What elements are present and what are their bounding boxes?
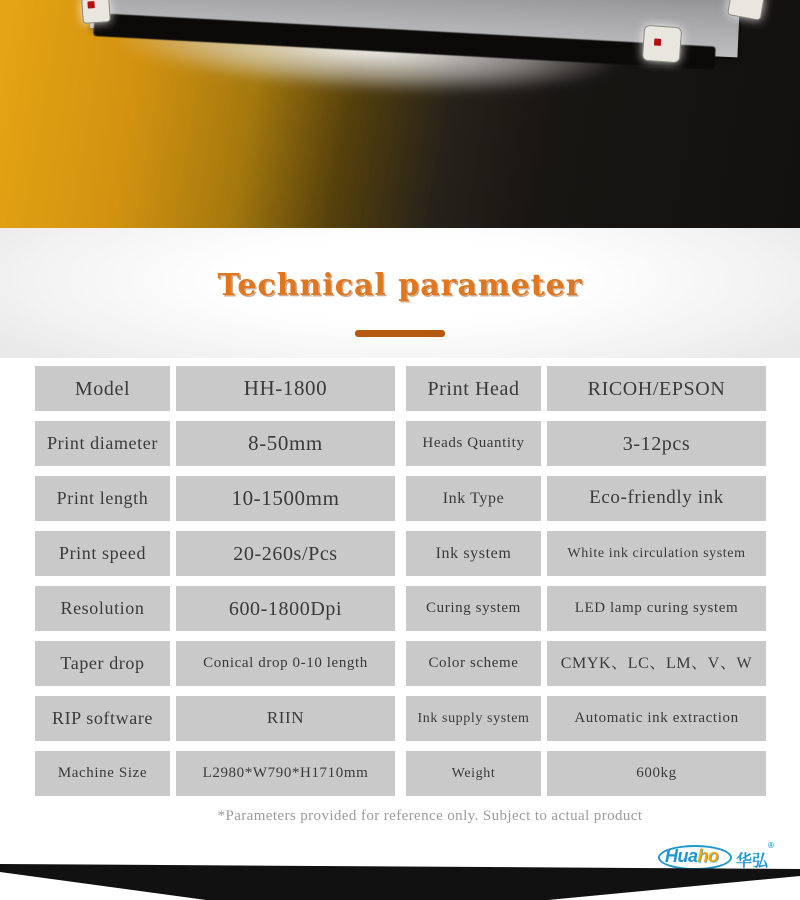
spec-table-left bbox=[35, 366, 395, 796]
logo-text-hua: Hua bbox=[665, 846, 698, 866]
spec-value: RIIN bbox=[176, 696, 395, 741]
spec-value: 600kg bbox=[547, 751, 766, 796]
spec-value: L2980*W790*H1710mm bbox=[176, 751, 395, 796]
spec-label: Taper drop bbox=[35, 641, 170, 686]
logo-text-ho: ho bbox=[697, 846, 719, 866]
caster-red-detail bbox=[87, 1, 94, 8]
spec-label: Heads Quantity bbox=[406, 421, 541, 466]
spec-value: Conical drop 0-10 length bbox=[176, 641, 395, 686]
spec-value: LED lamp curing system bbox=[547, 586, 766, 631]
spec-label: Model bbox=[35, 366, 170, 411]
spec-value: 20-260s/Pcs bbox=[176, 531, 395, 576]
spec-table-right bbox=[406, 366, 766, 796]
spec-label: Print Head bbox=[406, 366, 541, 411]
machine-caster-right bbox=[642, 25, 682, 64]
spec-value: Automatic ink extraction bbox=[547, 696, 766, 741]
spec-label: Curing system bbox=[406, 586, 541, 631]
spec-value: White ink circulation system bbox=[547, 531, 766, 576]
spec-value: 10-1500mm bbox=[176, 476, 395, 521]
caster-red-detail bbox=[654, 38, 661, 45]
page-title: Technical parameter bbox=[217, 268, 583, 303]
machine-photo-banner bbox=[0, 0, 800, 228]
title-section bbox=[0, 228, 800, 358]
spec-value: Eco-friendly ink bbox=[547, 476, 766, 521]
registered-trademark-icon: ® bbox=[768, 841, 774, 850]
spec-value: HH-1800 bbox=[176, 366, 395, 411]
disclaimer-note: *Parameters provided for reference only. Subject to actual product bbox=[217, 808, 643, 824]
spec-value: 600-1800Dpi bbox=[176, 586, 395, 631]
spec-label: Weight bbox=[406, 751, 541, 796]
spec-label: Ink supply system bbox=[406, 696, 541, 741]
spec-value: 8-50mm bbox=[176, 421, 395, 466]
machine-caster-left bbox=[81, 0, 111, 24]
spec-value: CMYK、LC、LM、V、W bbox=[547, 641, 766, 686]
spec-label: Ink system bbox=[406, 531, 541, 576]
spec-label: RIP software bbox=[35, 696, 170, 741]
footer-swoosh-shape bbox=[0, 860, 800, 900]
spec-value: 3-12pcs bbox=[547, 421, 766, 466]
spec-label: Print length bbox=[35, 476, 170, 521]
spec-label: Print diameter bbox=[35, 421, 170, 466]
spec-label: Resolution bbox=[35, 586, 170, 631]
spec-value: RICOH/EPSON bbox=[547, 366, 766, 411]
logo-chinese-characters: 华弘 bbox=[736, 853, 769, 870]
title-underline bbox=[355, 330, 445, 337]
spec-label: Ink Type bbox=[406, 476, 541, 521]
spec-label: Machine Size bbox=[35, 751, 170, 796]
spec-label: Color scheme bbox=[406, 641, 541, 686]
spec-label: Print speed bbox=[35, 531, 170, 576]
